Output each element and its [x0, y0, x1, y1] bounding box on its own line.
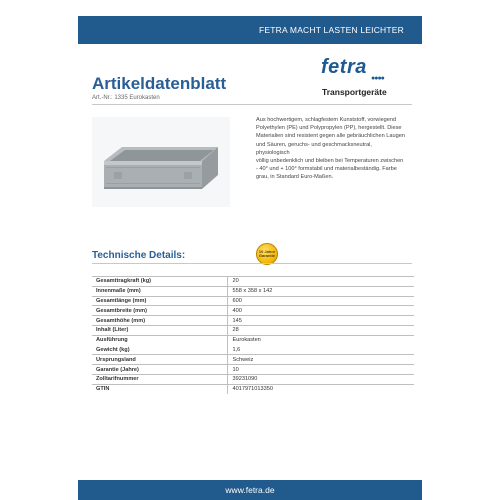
divider: [92, 263, 412, 264]
header-slogan: FETRA MACHT LASTEN LEICHTER: [258, 25, 404, 35]
article-number: Art.-Nr.: 1335 Eurokasten: [92, 95, 160, 101]
table-row: [92, 277, 414, 287]
description-line: grau, in Standard Euro-Maßen.: [256, 174, 334, 181]
spec-value: 145: [227, 316, 414, 326]
spec-value: 20: [227, 277, 414, 287]
table-row: [92, 365, 414, 375]
spec-key: Garantie (Jahre): [92, 365, 227, 375]
table-row: [92, 384, 414, 394]
fetra-logo: [321, 56, 401, 100]
description-line: Aus hochwertigem, schlagfestem Kunststoff, vorwiegend: [256, 117, 397, 123]
spec-value: 10: [227, 365, 414, 375]
spec-key: Inhalt (Liter): [92, 325, 227, 335]
spec-value: 558 x 358 x 142: [227, 286, 414, 296]
spec-key: Ursprungsland: [92, 355, 227, 365]
page-title: Artikeldatenblatt: [92, 74, 227, 93]
description-line: Polyethylen (PE) und Polypropylen (PP), hergestellt. Diese: [256, 125, 402, 132]
footer-url-link[interactable]: www.fetra.de: [225, 485, 275, 495]
euro-box-image: [92, 117, 230, 207]
table-row: [92, 316, 414, 326]
description-line: Materialien sind resistent gegen alle gebräuchlichen Laugen: [256, 133, 405, 140]
spec-key: Gesamthöhe (mm): [92, 316, 227, 326]
description-line: - 40° und + 100° formstabil und materialbeständig. Farbe: [256, 166, 397, 173]
divider: [92, 104, 412, 105]
spec-value: 39231090: [227, 374, 414, 384]
datasheet-page: [78, 0, 422, 500]
footer-band: [78, 480, 422, 500]
logo-dots-icon: ●●●●: [371, 75, 384, 82]
spec-key: GTIN: [92, 384, 227, 394]
spec-value: 1,6: [232, 346, 241, 353]
product-description: [256, 116, 406, 182]
table-row: [92, 306, 414, 316]
table-row: [92, 325, 414, 335]
spec-value: Schweiz: [227, 355, 414, 365]
table-row: [92, 345, 414, 355]
table-row: [92, 296, 414, 306]
table-row: [92, 374, 414, 384]
logo-wordmark: fetra: [321, 56, 367, 78]
spec-key: Gesamtlänge (mm): [92, 296, 227, 306]
spec-key: Ausführung: [92, 335, 227, 345]
specs-table: [92, 276, 414, 394]
logo-subtitle: Transportgeräte: [322, 87, 387, 97]
section-title: Technische Details:: [92, 250, 186, 261]
table-row: [92, 335, 414, 345]
spec-key: Gewicht (kg): [92, 345, 227, 355]
spec-value: 4017971013350: [227, 384, 414, 394]
spec-key: Zolltarifnummer: [92, 374, 227, 384]
table-row: [92, 286, 414, 296]
description-line: völlig unbedenklich und bleiben bei Temperaturen zwischen: [256, 158, 404, 165]
product-image: [92, 117, 230, 207]
guarantee-seal-icon: 10 Jahre Garantie: [256, 243, 278, 265]
table-row: [92, 355, 414, 365]
spec-value: 28: [227, 325, 414, 335]
spec-value: 400: [227, 306, 414, 316]
spec-value: 600: [227, 296, 414, 306]
spec-value: Eurokasten: [227, 335, 414, 345]
spec-key: Gesamtbreite (mm): [92, 306, 227, 316]
description-line: und Säuren, geruchs- und geschmacksneutral, physiologisch: [256, 141, 372, 156]
spec-key: Innenmaße (mm): [92, 286, 227, 296]
spec-key: Gesamttragkraft (kg): [92, 277, 227, 287]
header-band: [78, 16, 422, 44]
